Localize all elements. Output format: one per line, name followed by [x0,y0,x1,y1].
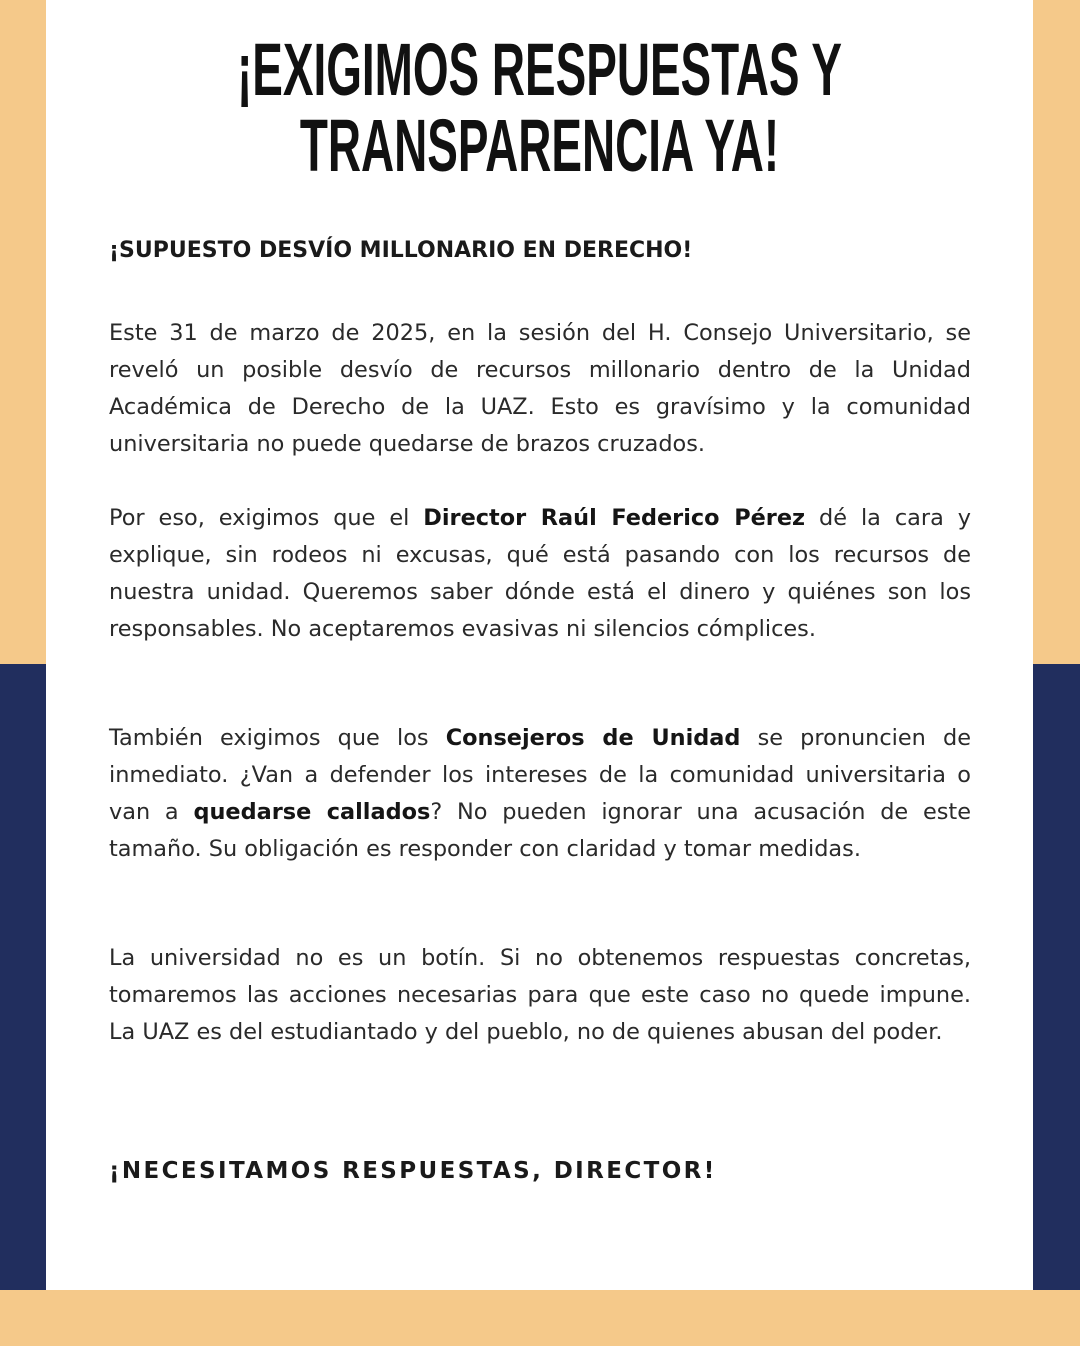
director-name: Director Raúl Federico Pérez [423,505,806,531]
background-bottom-band [0,1290,1080,1346]
paragraph-2-text-b: dé la cara y explique, sin rodeos ni excusas, qué está pasando con los recursos de nuestra unidad. Queremos saber dónde está el dinero y quiénes son los responsables. No aceptaremos evasivas ni silencios cómplices. [109,505,971,642]
paragraph-3-text-a: También exigimos que los [109,725,446,751]
paragraph-3-text-c: ? No pueden ignorar una acusación de este tamaño. Su obligación es responder con claridad y tomar medidas. [109,799,971,862]
paragraph-3 [109,720,971,868]
section-heading: ¡SUPUESTO DESVÍO MILLONARIO EN DERECHO! [109,238,693,263]
document-sheet [46,0,1033,1290]
closing-statement: ¡NECESITAMOS RESPUESTAS, DIRECTOR! [109,1158,717,1184]
paragraph-3-text-b: se pronuncien de inmediato. ¿Van a defender los intereses de la comunidad universitaria o van a [109,725,971,825]
paragraph-2 [109,500,971,648]
paragraph-2-text-a: Por eso, exigimos que el [109,505,424,531]
consejeros-label: Consejeros de Unidad [445,725,741,751]
callados-emphasis: quedarse callados [193,799,431,825]
page-title [234,28,846,187]
title-line-1: ¡EXIGIMOS RESPUESTAS Y [236,28,843,111]
paragraph-1: Este 31 de marzo de 2025, en la sesión del H. Consejo Universitario, se reveló un posible desvío de recursos millonario dentro de la Unidad Académica de Derecho de la UAZ. Esto es gravísimo y la comunidad universitaria no puede quedarse de brazos cruzados. [109,320,971,457]
paragraph-4: La universidad no es un botín. Si no obtenemos respuestas concretas, tomaremos las acciones necesarias para que este caso no quede impune. La UAZ es del estudiantado y del pueblo, no de quienes abusan del poder. [109,945,971,1045]
title-line-2: TRANSPARENCIA YA! [299,104,780,187]
